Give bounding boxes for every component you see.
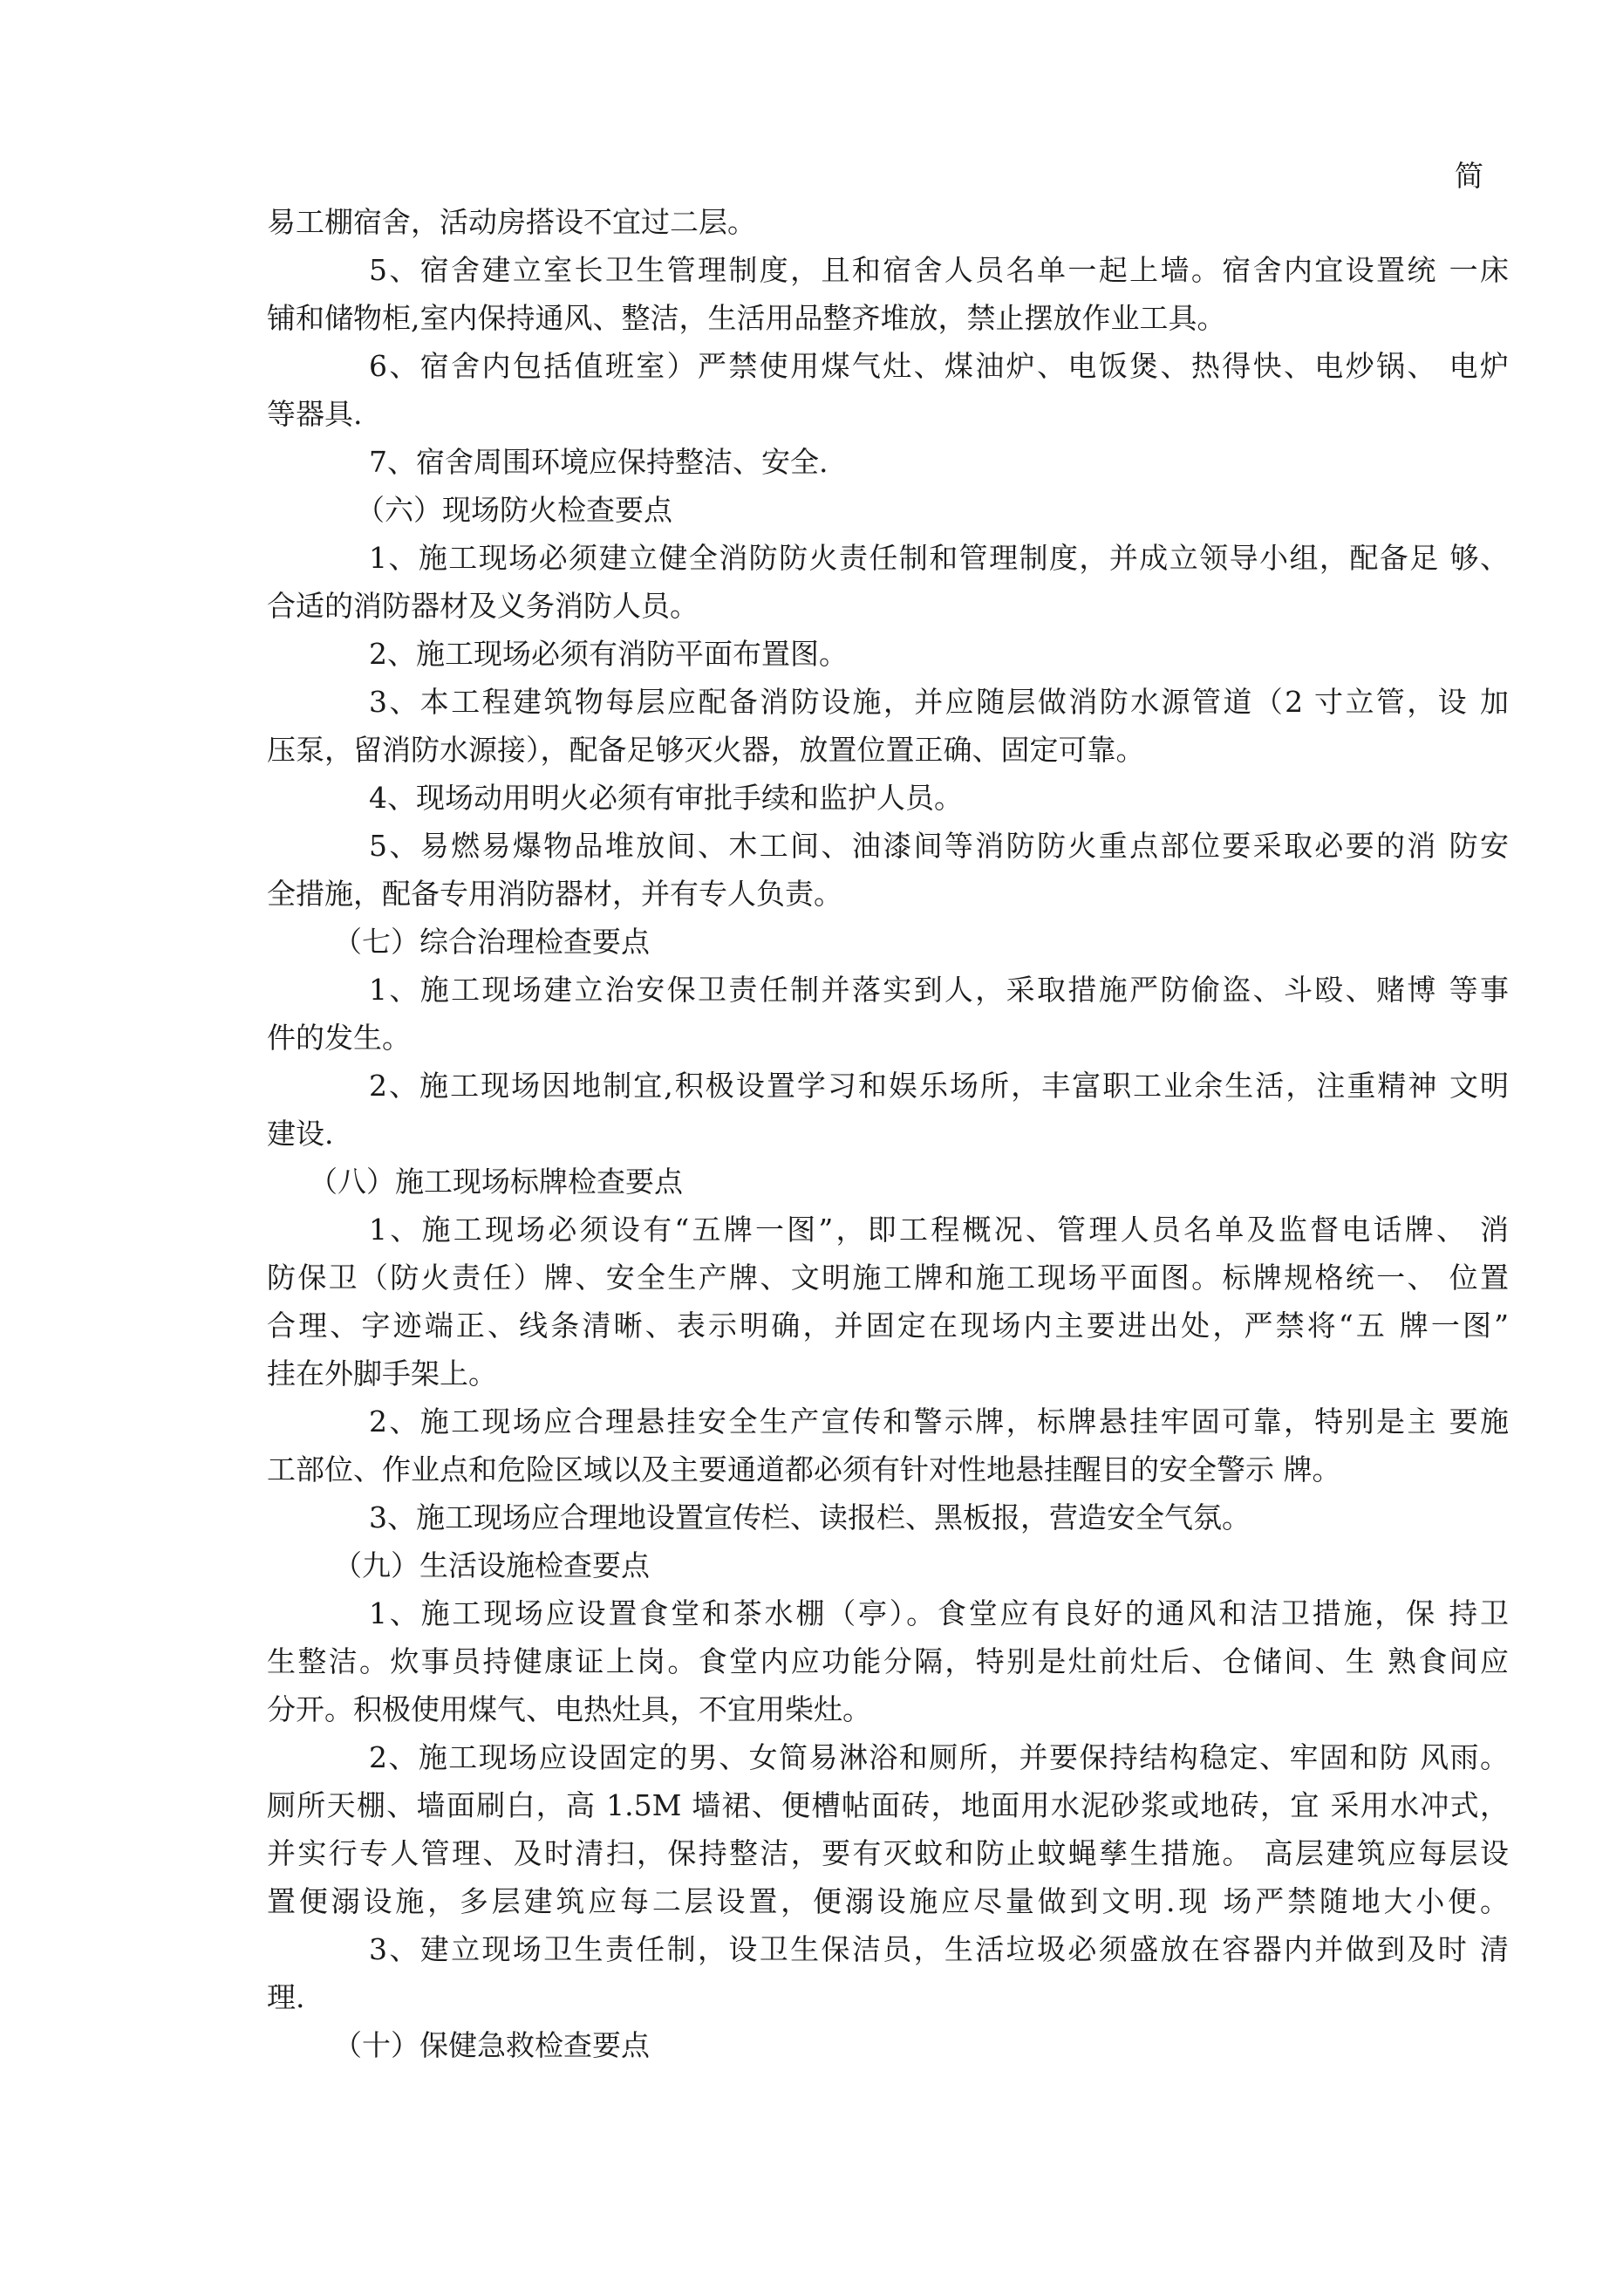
section-heading: （六）现场防火检查要点 [356,493,672,527]
text-line: 工部位、作业点和危险区域以及主要通道都必须有针对性地悬挂醒目的安全警示 牌。 [267,1452,1341,1486]
text-line: 2、施工现场应设固定的男、女简易淋浴和厕所，并要保持结构稳定、牢固和防 风雨。 [369,1740,1509,1774]
text-line: 4、现场动用明火必须有审批手续和监护人员。 [369,781,963,815]
text-line: 3、本工程建筑物每层应配备消防设施，并应随层做消防水源管道（2 寸立管，设 加 [369,685,1509,719]
text-line: 1、施工现场建立治安保卫责任制并落实到人，采取措施严防偷盗、斗殴、赌博 等事 [369,973,1509,1007]
text-line: 2、施工现场必须有消防平面布置图。 [369,637,848,671]
text-line: 并实行专人管理、及时清扫，保持整洁，要有灭蚊和防止蚊蝇孳生措施。 高层建筑应每层设 [267,1836,1509,1870]
text-line: 全措施，配备专用消防器材，并有专人负责。 [267,877,842,911]
text-line: 建设. [267,1117,334,1151]
text-line: 生整洁。炊事员持健康证上岗。食堂内应功能分隔，特别是灶前灶后、仓储间、生 熟食间应 [267,1644,1509,1678]
text-line: 等器具. [267,397,363,431]
section-heading: （八）施工现场标牌检查要点 [309,1165,683,1199]
text-line: 铺和储物柜,室内保持通风、整洁，生活用品整齐堆放，禁止摆放作业工具。 [267,301,1226,335]
text-line: 理. [267,1980,305,2014]
page-corner-char: 简 [1455,159,1483,193]
text-line: 3、施工现场应合理地设置宣传栏、读报栏、黑板报，营造安全气氛。 [369,1500,1251,1534]
text-line: 2、施工现场应合理悬挂安全生产宣传和警示牌，标牌悬挂牢固可靠，特别是主 要施 [369,1404,1509,1438]
text-line: 3、建立现场卫生责任制，设卫生保洁员，生活垃圾必须盛放在容器内并做到及时 清 [369,1932,1509,1966]
section-heading: （九）生活设施检查要点 [333,1548,650,1582]
section-heading: （十）保健急救检查要点 [333,2028,650,2062]
text-line: 置便溺设施，多层建筑应每二层设置，便溺设施应尽量做到文明.现 场严禁随地大小便。 [267,1884,1509,1918]
text-line: 易工棚宿舍，活动房搭设不宜过二层。 [267,205,756,239]
text-line: 合适的消防器材及义务消防人员。 [267,589,699,623]
text-line: 防保卫（防火责任）牌、安全生产牌、文明施工牌和施工现场平面图。标牌规格统一、 位置 [267,1261,1509,1295]
text-line: 厕所天棚、墙面刷白，高 1.5M 墙裙、便槽帖面砖，地面用水泥砂浆或地砖，宜 采用水冲式， [267,1788,1509,1822]
text-line: 合理、字迹端正、线条清晰、表示明确，并固定在现场内主要进出处，严禁将“五 牌一图” [267,1309,1509,1343]
text-line: 1、施工现场应设置食堂和茶水棚（亭）。食堂应有良好的通风和洁卫措施，保 持卫 [369,1596,1509,1630]
text-line: 5、宿舍建立室长卫生管理制度，且和宿舍人员名单一起上墙。宿舍内宜设置统 一床 [369,253,1509,287]
text-line: 2、施工现场因地制宜,积极设置学习和娱乐场所，丰富职工业余生活，注重精神 文明 [369,1069,1509,1103]
text-line: 分开。积极使用煤气、电热灶具，不宜用柴灶。 [267,1692,871,1726]
section-heading: （七）综合治理检查要点 [333,925,650,959]
text-line: 1、施工现场必须设有“五牌一图”，即工程概况、管理人员名单及监督电话牌、 消 [369,1213,1509,1247]
text-line: 6、宿舍内包括值班室）严禁使用煤气灶、煤油炉、电饭煲、热得快、电炒锅、 电炉 [369,349,1509,383]
text-line: 1、施工现场必须建立健全消防防火责任制和管理制度，并成立领导小组，配备足 够、 [369,541,1509,575]
text-line: 5、易燃易爆物品堆放间、木工间、油漆间等消防防火重点部位要采取必要的消 防安 [369,829,1509,863]
text-line: 压泵，留消防水源接），配备足够灭火器，放置位置正确、固定可靠。 [267,733,1145,767]
text-line: 件的发生。 [267,1021,411,1055]
text-line: 7、宿舍周围环境应保持整洁、安全. [369,445,829,479]
text-line: 挂在外脚手架上。 [267,1356,497,1391]
